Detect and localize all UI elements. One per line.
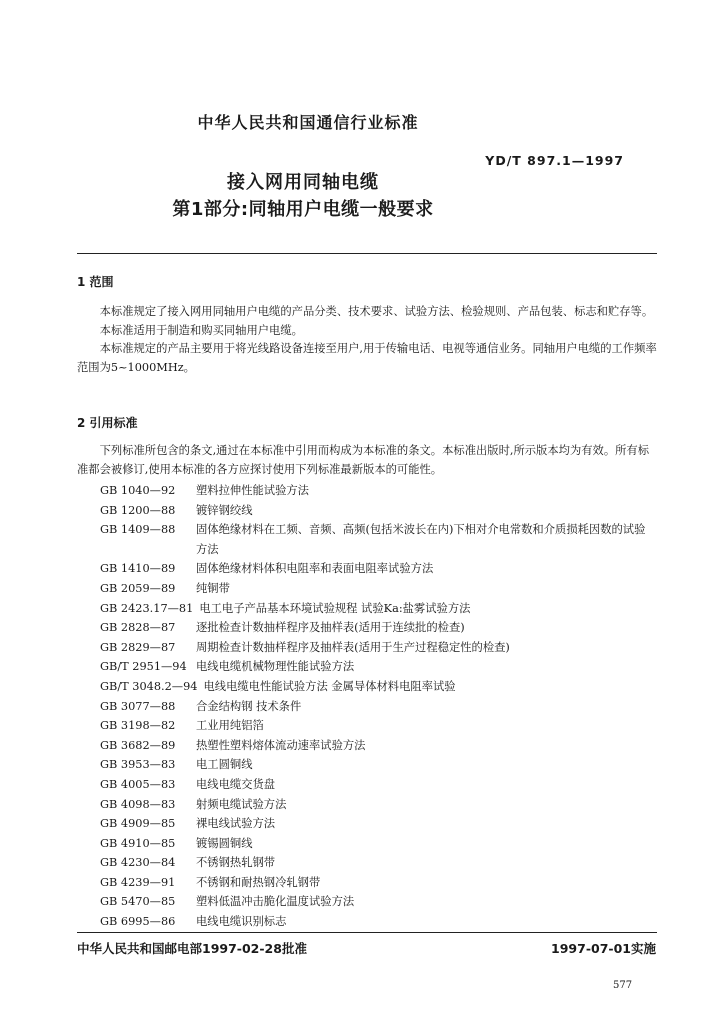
page-number: 577 (613, 980, 633, 991)
reference-item (100, 892, 656, 912)
header-rule (77, 253, 657, 254)
reference-title: 电线电缆电性能试验方法 金属导体材料电阻率试验 (203, 679, 456, 693)
reference-item (100, 755, 656, 775)
reference-code: GB 2423.17—81 (100, 601, 194, 615)
reference-item (100, 638, 656, 658)
reference-item (100, 716, 656, 736)
section-body-scope (77, 303, 657, 377)
reference-code: GB 6995—86 (100, 915, 176, 929)
reference-code: GB 4098—83 (100, 797, 176, 811)
reference-title: 裸电线试验方法 (196, 817, 276, 831)
footer-rule (77, 932, 657, 933)
reference-item (100, 873, 656, 893)
reference-code: GB 2829—87 (100, 640, 176, 654)
reference-title: 电线电缆识别标志 (196, 915, 287, 929)
reference-title: 周期检查计数抽样程序及抽样表(适用于生产过程稳定性的检查) (196, 640, 510, 654)
paragraph: 下列标准所包含的条文,通过在本标准中引用而构成为本标准的条文。本标准出版时,所示版本均为有效。所有标准都会被修订,使用本标准的各方应探讨使用下列标准最新版本的可能性。 (77, 444, 650, 476)
reference-title: 固体绝缘材料在工频、音频、高频(包括米波长在内)下相对介电常数和介质损耗因数的试验方法 (196, 523, 646, 556)
reference-item (100, 912, 656, 932)
reference-item (100, 853, 656, 873)
reference-item (100, 599, 656, 619)
reference-code: GB 1410—89 (100, 562, 176, 576)
section-heading-normative-references: 2 引用标准 (77, 416, 138, 430)
reference-title: 合金结构钢 技术条件 (196, 699, 302, 713)
approval-line: 中华人民共和国邮电部1997-02-28批准 (77, 941, 307, 956)
reference-title: 不锈钢和耐热钢冷轧钢带 (196, 875, 321, 889)
section-body-normative-references (77, 442, 657, 479)
reference-title: 射频电缆试验方法 (196, 797, 287, 811)
reference-title: 不锈钢热轧钢带 (196, 856, 276, 870)
reference-code: GB 1200—88 (100, 503, 176, 517)
reference-title: 逐批检查计数抽样程序及抽样表(适用于连续批的检查) (196, 621, 465, 635)
reference-code: GB 4230—84 (100, 856, 176, 870)
reference-title: 塑料拉伸性能试验方法 (196, 484, 309, 497)
reference-title: 热塑性塑料熔体流动速率试验方法 (196, 738, 366, 752)
reference-title: 电线电缆交货盘 (196, 777, 276, 791)
reference-title: 镀锌钢绞线 (196, 503, 253, 517)
reference-item (100, 520, 656, 559)
reference-item (100, 579, 656, 599)
reference-title: 电工圆铜线 (196, 758, 253, 772)
document-title: 接入网用同轴电缆 (227, 172, 379, 193)
reference-title: 电线电缆机械物理性能试验方法 (196, 660, 355, 674)
reference-code: GB/T 2951—94 (100, 660, 187, 674)
reference-item (100, 559, 656, 579)
reference-list (100, 481, 656, 932)
paragraph: 本标准适用于制造和购买同轴用户电缆。 (99, 323, 303, 337)
reference-code: GB 4909—85 (100, 817, 176, 831)
reference-item (100, 814, 656, 834)
reference-code: GB 1040—92 (100, 484, 176, 497)
reference-item (100, 834, 656, 854)
reference-code: GB 5470—85 (100, 895, 176, 909)
reference-item (100, 657, 656, 677)
reference-code: GB 3077—88 (100, 699, 176, 713)
reference-item (100, 795, 656, 815)
section-heading-scope: 1 范围 (77, 275, 114, 289)
reference-item (100, 501, 656, 521)
reference-item (100, 736, 656, 756)
reference-code: GB 2059—89 (100, 581, 176, 595)
reference-item (100, 677, 656, 697)
reference-item (100, 775, 656, 795)
reference-title: 塑料低温冲击脆化温度试验方法 (196, 895, 355, 909)
paragraph: 本标准规定了接入网用同轴用户电缆的产品分类、技术要求、试验方法、检验规则、产品包装、标志和贮存等。 (99, 305, 654, 318)
reference-code: GB 1409—88 (100, 523, 176, 537)
reference-code: GB 4910—85 (100, 836, 176, 850)
reference-code: GB 3198—82 (100, 719, 176, 733)
reference-code: GB 4239—91 (100, 875, 176, 889)
reference-code: GB 2828—87 (100, 621, 176, 635)
reference-title: 镀锡圆铜线 (196, 836, 253, 850)
effective-date: 1997-07-01实施 (551, 941, 656, 956)
reference-title: 电工电子产品基本环境试验规程 试验Ka:盐雾试验方法 (199, 601, 471, 615)
reference-item (100, 481, 656, 501)
standard-number: YD/T 897.1—1997 (485, 153, 624, 168)
reference-code: GB 3953—83 (100, 758, 176, 772)
reference-title: 固体绝缘材料体积电阻率和表面电阻率试验方法 (196, 562, 434, 576)
document-subtitle: 第1部分:同轴用户电缆一般要求 (172, 199, 434, 220)
reference-code: GB/T 3048.2—94 (100, 679, 198, 693)
issuing-organization: 中华人民共和国通信行业标准 (197, 113, 419, 132)
reference-item (100, 697, 656, 717)
reference-title: 纯铜带 (196, 581, 230, 595)
reference-code: GB 4005—83 (100, 777, 176, 791)
reference-title: 工业用纯铝箔 (196, 719, 264, 733)
paragraph: 本标准规定的产品主要用于将光线路设备连接至用户,用于传输电话、电视等通信业务。同轴用户电缆的工作频率范围为5~1000MHz。 (77, 342, 657, 374)
reference-item (100, 618, 656, 638)
reference-code: GB 3682—89 (100, 738, 176, 752)
